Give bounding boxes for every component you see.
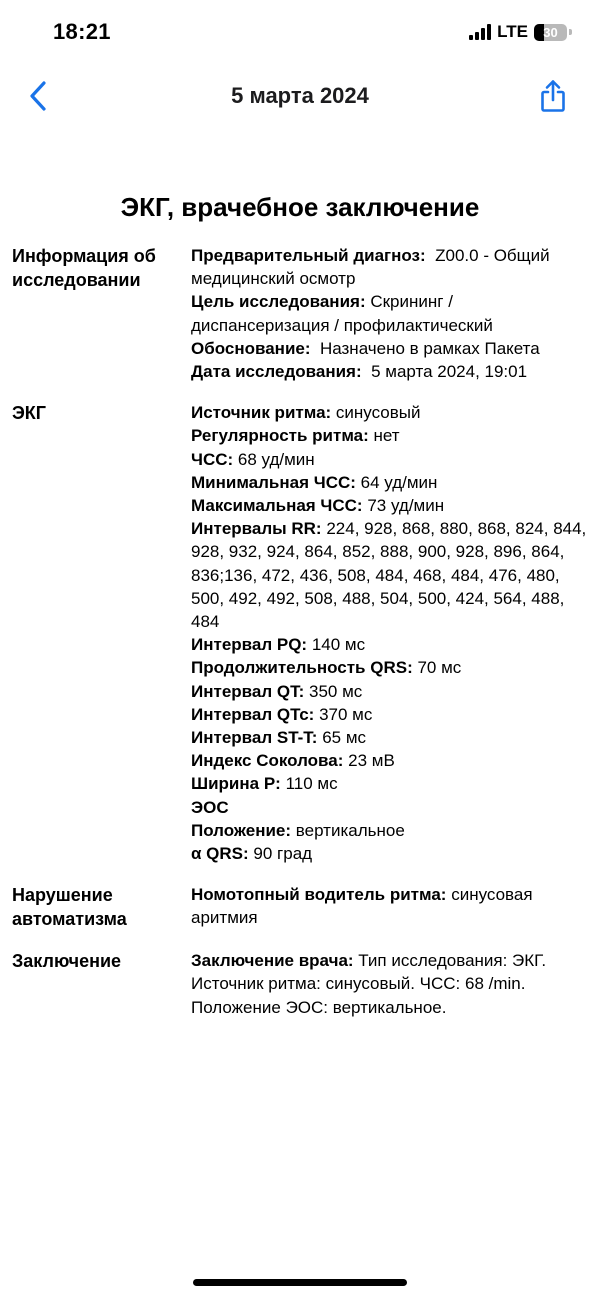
section-body	[191, 949, 588, 1019]
field-key: Положение:	[191, 820, 292, 840]
field-value: Z00.0 - Общий медицинский осмотр	[191, 246, 550, 289]
section-label: Заключение	[12, 951, 122, 972]
field-key: Интервал ST-T:	[191, 728, 318, 748]
field-key: Интервалы RR:	[191, 519, 322, 539]
field-row	[191, 772, 588, 795]
field-value: 350 мс	[308, 681, 363, 701]
battery-icon	[534, 24, 567, 41]
field-value: Скрининг / диспансеризация / профилактический	[191, 292, 493, 335]
field-key: Номотопный водитель ритма:	[191, 885, 447, 905]
section-body	[191, 244, 588, 383]
section-body	[191, 401, 588, 865]
field-value: 370 мс	[319, 704, 373, 724]
field-row	[191, 949, 588, 1019]
field-row	[191, 401, 588, 424]
field-row	[191, 680, 588, 703]
field-row	[191, 633, 588, 656]
field-key: Продолжительность QRS:	[191, 658, 413, 678]
field-value: 90 град	[253, 844, 313, 864]
field-value: Тип исследования: ЭКГ. Источник ритма: синусовый. ЧСС: 68 /min. Положение ЭОС: вертикальное.	[191, 951, 547, 1017]
field-key: Регулярность ритма:	[191, 426, 369, 446]
field-row	[191, 424, 588, 447]
section-label: ЭКГ	[12, 403, 46, 424]
field-key: Цель исследования:	[191, 292, 366, 312]
field-value: 73 уд/мин	[367, 496, 445, 516]
section-conclusion	[12, 949, 588, 1019]
field-value: 65 мс	[322, 728, 367, 748]
signal-icon	[469, 24, 491, 40]
field-row	[191, 471, 588, 494]
home-indicator[interactable]	[193, 1279, 407, 1286]
section-study-info	[12, 244, 588, 383]
field-value: 64 уд/мин	[360, 472, 438, 492]
field-value: Назначено в рамках Пакета	[319, 338, 540, 358]
field-row	[191, 819, 588, 842]
field-row	[191, 337, 588, 360]
field-row	[191, 703, 588, 726]
field-row	[191, 517, 588, 633]
field-value: 5 марта 2024, 19:01	[371, 362, 528, 382]
field-key: Ширина P:	[191, 774, 281, 794]
field-row	[191, 726, 588, 749]
field-key: Предварительный диагноз:	[191, 246, 426, 265]
field-key: Минимальная ЧСС:	[191, 472, 356, 492]
field-key: Источник ритма:	[191, 403, 332, 423]
field-row	[191, 448, 588, 471]
field-row	[191, 883, 588, 929]
document-title: ЭКГ, врачебное заключение	[120, 192, 480, 222]
field-value: 140 мс	[311, 635, 366, 655]
field-key: Максимальная ЧСС:	[191, 496, 363, 516]
document-body	[12, 244, 588, 1037]
field-value: 110 мс	[285, 774, 338, 794]
field-row	[191, 494, 588, 517]
field-key: Интервал PQ:	[191, 635, 308, 655]
field-value: синусовая аритмия	[191, 885, 533, 928]
field-value: вертикальное	[295, 820, 405, 840]
field-key: ЭОС	[191, 797, 229, 817]
field-row	[191, 796, 588, 819]
field-key: Заключение врача:	[191, 951, 354, 971]
field-value: синусовый	[335, 403, 421, 423]
field-row	[191, 749, 588, 772]
section-ecg	[12, 401, 588, 865]
share-icon	[539, 79, 567, 113]
status-bar	[0, 0, 600, 66]
field-key: Индекс Соколова:	[191, 751, 344, 771]
field-key: ЧСС:	[191, 449, 234, 469]
share-button[interactable]	[536, 76, 570, 116]
field-row	[191, 244, 588, 290]
status-time: 18:21	[53, 19, 111, 44]
network-type: LTE	[497, 22, 528, 41]
field-value: 224, 928, 868, 880, 868, 824, 844, 928, 932, 924, 864, 852, 888, 900, 928, 896, 864, 836;136, 472, 436, 508, 484, 468, 484, 476, 480, 500, 492, 492, 508, 488, 504, 500, 424, 564, 488, 484	[191, 519, 587, 632]
field-key: Интервал QT:	[191, 681, 305, 701]
field-row	[191, 842, 588, 865]
field-key: Обоснование:	[191, 338, 311, 358]
nav-title: 5 марта 2024	[231, 83, 369, 108]
section-automatism	[12, 883, 588, 931]
field-value: нет	[373, 426, 400, 446]
status-indicators	[469, 22, 572, 42]
field-row	[191, 290, 588, 336]
field-key: Дата исследования:	[191, 362, 362, 382]
field-key: α QRS:	[191, 844, 249, 864]
section-label: Информация об исследовании	[12, 246, 156, 290]
field-key: Интервал QTc:	[191, 704, 315, 724]
field-value: 68 уд/мин	[237, 449, 315, 469]
navigation-bar	[0, 66, 600, 126]
field-value: 23 мВ	[348, 751, 395, 771]
battery-level: 30	[543, 24, 558, 40]
section-label: Нарушение автоматизма	[12, 885, 127, 930]
field-value: 70 мс	[417, 658, 462, 678]
field-row	[191, 360, 588, 383]
section-body	[191, 883, 588, 931]
field-row	[191, 656, 588, 679]
